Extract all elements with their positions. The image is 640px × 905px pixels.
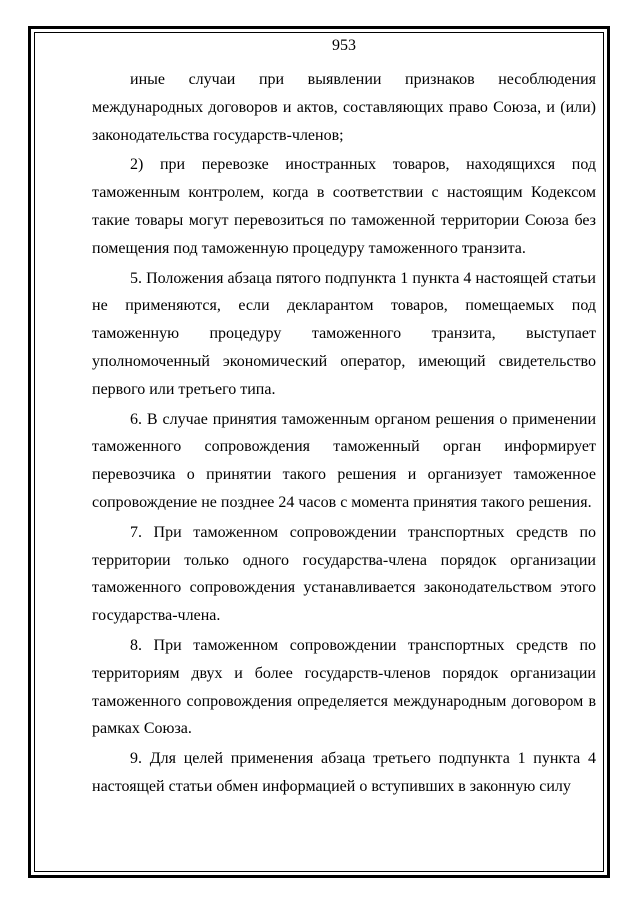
- page-number: 953: [332, 37, 356, 54]
- paragraph-point-5: 5. Положения абзаца пятого подпункта 1 пункта 4 настоящей статьи не применяются, если декларантом товаров, помещаемых под таможенную процедуру таможенного транзита, выступает уполномоченный экономический оператор, имеющий свидетельство первого или третьего типа.: [92, 269, 596, 398]
- paragraph-item-2: 2) при перевозке иностранных товаров, находящихся под таможенным контролем, когда в соответствии с настоящим Кодексом такие товары могут перевозиться по таможенной территории Союза без помещения под таможенную процедуру таможенного транзита.: [92, 156, 596, 257]
- paragraph-point-9: 9. Для целей применения абзаца третьего подпункта 1 пункта 4 настоящей статьи обмен информацией о вступивших в законную силу: [92, 750, 596, 795]
- paragraph-continuation: иные случаи при выявлении признаков несоблюдения международных договоров и актов, составляющих право Союза, и (или) законодательства государств-членов;: [92, 71, 596, 144]
- paragraph-point-8: 8. При таможенном сопровождении транспортных средств по территориям двух и более государств-членов порядок организации таможенного сопровождения определяется международным договором в рамках Союза.: [92, 636, 596, 738]
- document-page: [92, 36, 596, 803]
- paragraph-point-6: 6. В случае принятия таможенным органом решения о применении таможенного сопровождения таможенный орган информирует перевозчика о принятии такого решения и организует таможенное сопровождение не позднее 24 часов с момента принятия такого решения.: [92, 410, 596, 511]
- paragraph-point-7: 7. При таможенном сопровождении транспортных средств по территории только одного государства-члена порядок организации таможенного сопровождения устанавливается законодательством этого государства-члена.: [92, 523, 596, 625]
